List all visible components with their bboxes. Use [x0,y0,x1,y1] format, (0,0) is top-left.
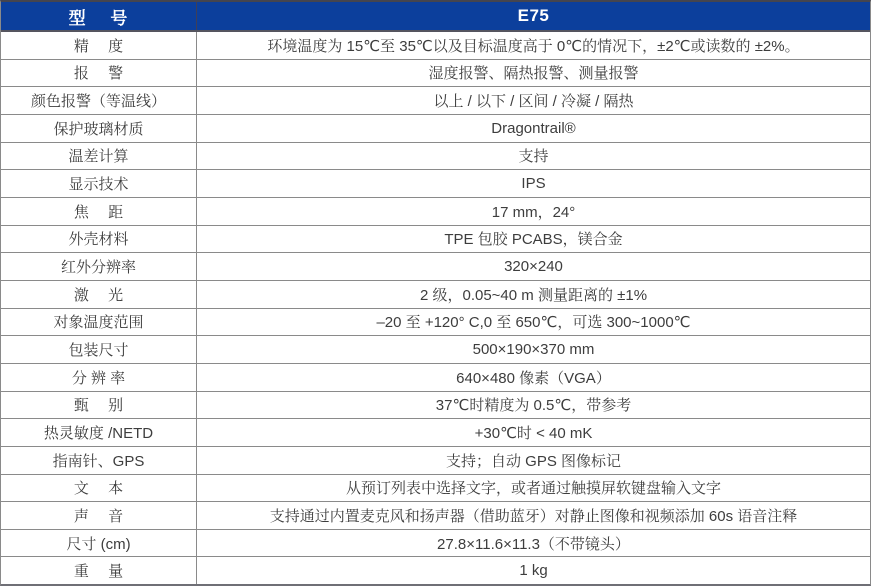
table-row [1,32,870,60]
spec-label: 尺寸 (cm) [1,530,197,557]
spec-value: –20 至 +120° C,0 至 650℃，可选 300~1000℃ [376,314,691,332]
spec-value: 37℃时精度为 0.5℃，带参考 [435,397,632,415]
spec-value: 环境温度为 15℃至 35℃以及目标温度高于 0℃的情况下，±2℃或读数的 ±2%。 [267,37,800,55]
spec-label: 重 量 [1,557,197,584]
spec-label: 包装尺寸 [1,336,197,363]
spec-label: 甄 别 [1,392,197,419]
table-row [1,87,870,115]
table-row [1,530,870,558]
spec-label: 分 辨 率 [1,364,197,391]
spec-label: 对象温度范围 [1,309,197,336]
spec-label: 声 音 [1,502,197,529]
table-row [1,115,870,143]
table-row [1,281,870,309]
spec-label: 热灵敏度 /NETD [1,419,197,446]
spec-value: 27.8×11.6×11.3（不带镜头） [437,535,630,553]
spec-value: 2 级，0.05~40 m 测量距离的 ±1% [419,286,648,304]
table-row [1,226,870,254]
spec-label: 文 本 [1,475,197,502]
spec-value: 从预订列表中选择文字，或者通过触摸屏软键盘输入文字 [345,480,721,498]
table-row [1,143,870,171]
spec-label: 焦 距 [1,198,197,225]
table-row [1,557,870,584]
spec-value: +30℃时 < 40 mK [474,425,593,443]
spec-value: 17 mm，24° [491,203,576,221]
table-row [1,502,870,530]
table-row [1,198,870,226]
spec-value: 1 kg [519,562,548,580]
table-header-row [1,2,870,32]
spec-value: 湿度报警、隔热报警、测量报警 [428,65,639,83]
spec-label: 激 光 [1,281,197,308]
spec-value: 以上 / 以下 / 区间 / 冷凝 / 隔热 [433,93,634,111]
table-row [1,392,870,420]
spec-label: 温差计算 [1,143,197,170]
spec-label: 红外分辨率 [1,253,197,280]
spec-label: 报 警 [1,60,197,87]
spec-label: 颜色报警（等温线） [1,87,197,114]
table-row [1,447,870,475]
table-row [1,475,870,503]
spec-label: 显示技术 [1,170,197,197]
spec-value: TPE 包胶 PCABS，镁合金 [444,231,623,249]
spec-value: 500×190×370 mm [472,341,595,359]
spec-value: Dragontrail® [491,119,576,137]
spec-value: 支持 [518,148,549,166]
table-row [1,170,870,198]
spec-value: 640×480 像素（VGA） [456,369,611,387]
header-model-label: 型 号 [1,2,197,30]
table-row [1,336,870,364]
spec-value: 支持；自动 GPS 图像标记 [445,452,621,470]
header-model-value: E75 [517,6,550,25]
table-row [1,253,870,281]
spec-label: 精 度 [1,32,197,59]
spec-value: IPS [521,175,546,193]
table-row [1,419,870,447]
table-body [1,32,870,584]
spec-value: 支持通过内置麦克风和扬声器（借助蓝牙）对静止图像和视频添加 60s 语音注释 [269,507,798,525]
table-row [1,364,870,392]
spec-value: 320×240 [504,258,563,276]
spec-label: 指南针、GPS [1,447,197,474]
table-row [1,60,870,88]
spec-label: 保护玻璃材质 [1,115,197,142]
spec-label: 外壳材料 [1,226,197,253]
table-row [1,309,870,337]
